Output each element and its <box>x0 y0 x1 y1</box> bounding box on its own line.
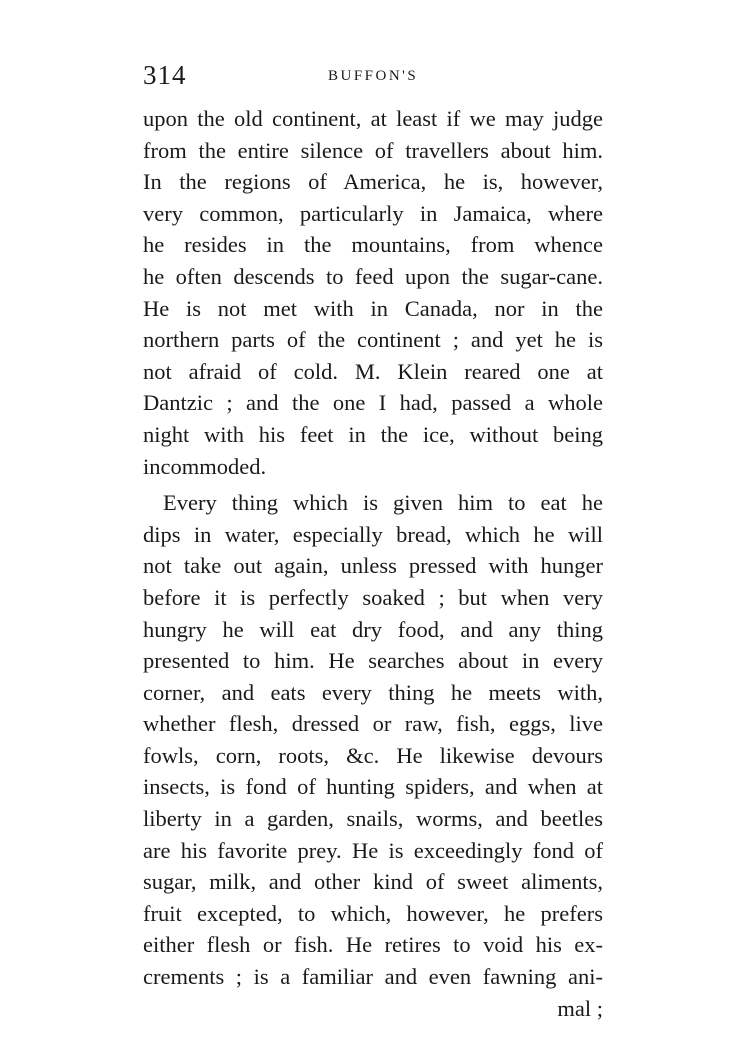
text-line: sugar, milk, and other kind of sweet aliments, <box>143 869 603 895</box>
paragraph-1 <box>143 103 603 482</box>
text-line-final: mal ; <box>557 995 603 1021</box>
page-number: 314 <box>143 60 187 90</box>
body-text <box>143 103 603 1024</box>
text-line: crements ; is a familiar and even fawning ani- <box>143 964 603 990</box>
text-line: from the entire silence of travellers about him. <box>143 137 603 163</box>
text-line: before it is perfectly soaked ; but when very <box>143 584 603 610</box>
text-line: corner, and eats every thing he meets with, <box>143 679 603 705</box>
text-line: either flesh or fish. He retires to void his ex- <box>143 932 603 958</box>
text-line: whether flesh, dressed or raw, fish, eggs, live <box>143 711 603 737</box>
text-line: In the regions of America, he is, however, <box>143 169 603 195</box>
text-line: upon the old continent, at least if we may judge <box>143 106 603 131</box>
text-line: not afraid of cold. M. Klein reared one at <box>143 358 603 384</box>
text-line: he resides in the mountains, from whence <box>143 232 603 258</box>
text-line: not take out again, unless pressed with hunger <box>143 553 603 579</box>
text-line: are his favorite prey. He is exceedingly fond of <box>143 837 603 863</box>
text-line: fruit excepted, to which, however, he prefers <box>143 900 603 926</box>
text-line: dips in water, especially bread, which he will <box>143 521 603 547</box>
text-line: He is not met with in Canada, nor in the <box>143 295 603 321</box>
text-line: liberty in a garden, snails, worms, and beetles <box>143 806 603 832</box>
text-line: Dantzic ; and the one I had, passed a whole <box>143 390 603 416</box>
page-header <box>143 60 603 96</box>
text-line: night with his feet in the ice, without being <box>143 421 603 447</box>
text-line: northern parts of the continent ; and yet he is <box>143 327 603 353</box>
text-line: fowls, corn, roots, &c. He likewise devours <box>143 742 603 768</box>
text-line: he often descends to feed upon the sugar-cane. <box>143 263 603 289</box>
text-line: insects, is fond of hunting spiders, and when at <box>143 774 603 800</box>
text-line: presented to him. He searches about in every <box>143 648 603 674</box>
paragraph-2 <box>143 487 603 1024</box>
text-line: hungry he will eat dry food, and any thing <box>143 616 603 642</box>
running-head: BUFFON'S <box>328 68 419 84</box>
text-line: incommoded. <box>143 453 267 479</box>
text-line: very common, particularly in Jamaica, where <box>143 200 603 226</box>
text-line-indented: Every thing which is given him to eat he <box>163 490 603 516</box>
